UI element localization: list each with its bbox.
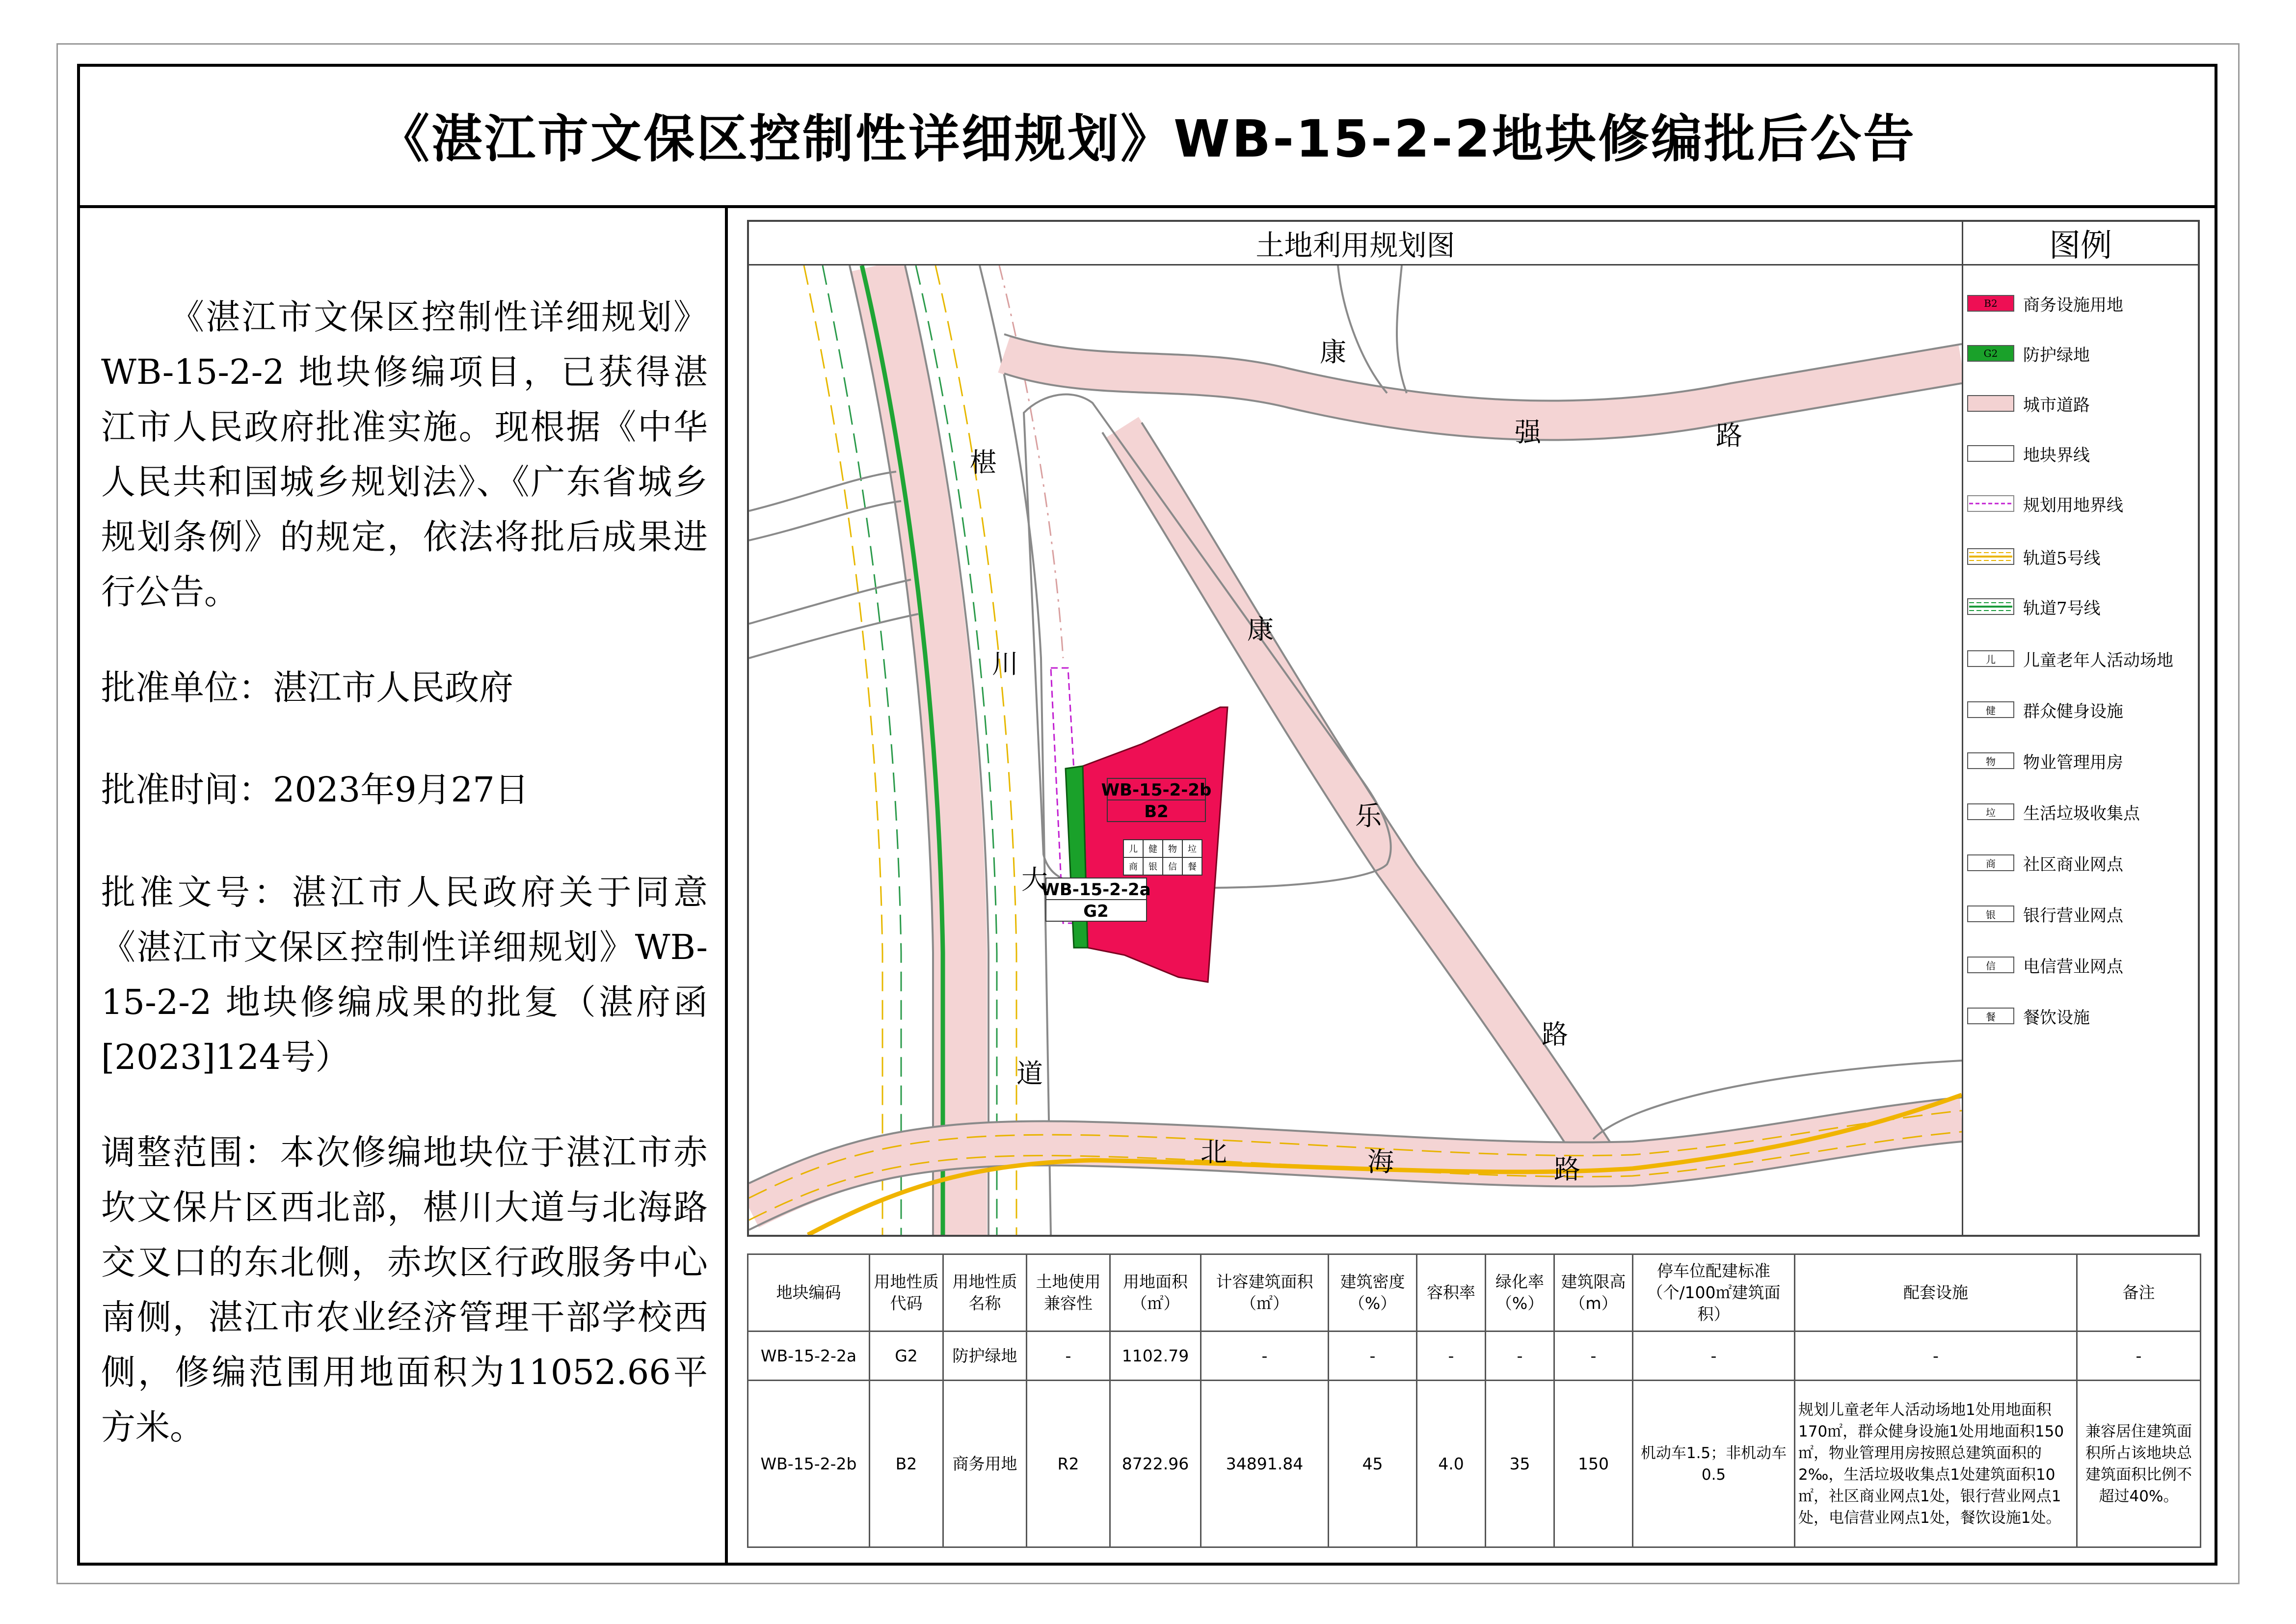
- road-label-zhanchuan-3: 大: [1021, 864, 1048, 895]
- header-use-code: 用地性质代码: [870, 1254, 943, 1331]
- cell: -: [1201, 1331, 1329, 1381]
- boundary-swatch: [1967, 445, 2014, 462]
- road-label-zhanchuan-1: 椹: [970, 447, 996, 478]
- land-use-map[interactable]: [749, 266, 1962, 1235]
- notice-intro: 《湛江市文保区控制性详细规划》WB-15-2-2 地块修编项目，已获得湛江市人民政府批准实施。现根据《中华人民共和国城乡规划法》、《广东省城乡规划条例》的规定，依法将批后成果进行公告。: [101, 297, 708, 612]
- legend-label: 群众健身设施: [2023, 701, 2123, 721]
- header-floor-area: 计容建筑面积（㎡）: [1201, 1254, 1329, 1331]
- legend-item-commerce: [1967, 848, 2123, 878]
- legend-label: 物业管理用房: [2023, 752, 2123, 772]
- legend-item-road: [1967, 389, 2090, 418]
- road-label-beihai-3: 路: [1554, 1154, 1580, 1185]
- legend-item-g2: [1967, 339, 2090, 368]
- plot-b-type: B2: [1144, 802, 1169, 822]
- cell: -: [1417, 1331, 1486, 1381]
- cell: 兼容居住建筑面积所占该地块总建筑面积比例不超过40%。: [2077, 1381, 2201, 1547]
- approval-document: 批准文号：湛江市人民政府关于同意《湛江市文保区控制性详细规划》WB-15-2-2 地块修编成果的批复（湛府函[2023]124号）: [101, 872, 708, 1077]
- header-compatibility: 土地使用兼容性: [1027, 1254, 1110, 1331]
- legend-label: 生活垃圾收集点: [2023, 803, 2140, 824]
- legend-title: 图例: [1963, 222, 2198, 266]
- header-facilities: 配套设施: [1795, 1254, 2077, 1331]
- approval-unit: 批准单位：湛江市人民政府: [101, 667, 513, 708]
- legend-label: 银行营业网点: [2023, 905, 2123, 926]
- road-label-kangle-2: 乐: [1355, 800, 1382, 831]
- b2-swatch: B2: [1967, 295, 2014, 312]
- cell: B2: [870, 1381, 943, 1547]
- plot-a-code: WB-15-2-2a: [1041, 880, 1151, 900]
- header-density: 建筑密度（%）: [1329, 1254, 1417, 1331]
- header-plot-code: 地块编码: [748, 1254, 870, 1331]
- garbage-icon: 垃: [1967, 803, 2014, 820]
- legend-item-rail5: [1967, 542, 2101, 571]
- dining-mark: 餐: [1188, 862, 1197, 872]
- road-label-kangqiang-3: 路: [1716, 420, 1742, 451]
- property-mark: 物: [1168, 844, 1177, 854]
- cell: 1102.79: [1110, 1331, 1201, 1381]
- facility-marks: [1123, 840, 1202, 875]
- header-green-ratio: 绿化率（%）: [1486, 1254, 1554, 1331]
- legend-label: 社区商业网点: [2023, 854, 2123, 875]
- legend-divider: [1962, 222, 1963, 1235]
- approval-date: 批准时间：2023年9月27日: [101, 770, 529, 810]
- children-elderly-icon: 儿: [1967, 650, 2014, 667]
- bank-mark: 银: [1148, 862, 1157, 872]
- header-remarks: 备注: [2077, 1254, 2201, 1331]
- legend-item-boundary: [1967, 439, 2090, 468]
- table-header-row: [748, 1254, 2201, 1331]
- plot-a-type: G2: [1083, 902, 1109, 921]
- legend-label: 轨道7号线: [2023, 598, 2101, 618]
- legend-label: 商务设施用地: [2023, 295, 2123, 315]
- fitness-icon: 健: [1967, 701, 2014, 718]
- cell: 45: [1329, 1381, 1417, 1547]
- cell: G2: [870, 1331, 943, 1381]
- cell: -: [1795, 1331, 2077, 1381]
- legend-label: 轨道5号线: [2023, 548, 2101, 568]
- road-label-beihai-2: 海: [1367, 1146, 1394, 1177]
- property-icon: 物: [1967, 752, 2014, 769]
- road-label-kangqiang-1: 康: [1320, 337, 1346, 368]
- column-divider: [725, 205, 728, 1566]
- garbage-mark: 垃: [1188, 844, 1197, 854]
- page-title: 《湛江市文保区控制性详细规划》WB-15-2-2地块修编批后公告: [378, 109, 1916, 169]
- legend-item-fitness: [1967, 695, 2123, 724]
- legend-label: 城市道路: [2023, 395, 2090, 415]
- legend-label: 防护绿地: [2023, 345, 2090, 365]
- g2-swatch: G2: [1967, 345, 2014, 362]
- legend-label: 地块界线: [2023, 445, 2090, 465]
- cell: 4.0: [1417, 1381, 1486, 1547]
- title-divider: [77, 205, 2217, 208]
- table-row: [748, 1381, 2201, 1547]
- table-row: [748, 1331, 2201, 1381]
- legend-item-b2: [1967, 289, 2123, 318]
- rail5-swatch: [1967, 548, 2014, 565]
- land-use-table: [747, 1253, 2200, 1548]
- cell: -: [1329, 1331, 1417, 1381]
- legend-item-property: [1967, 746, 2123, 775]
- legend-label: 电信营业网点: [2023, 957, 2123, 977]
- legend-label: 规划用地界线: [2023, 495, 2123, 515]
- plot-b-code: WB-15-2-2b: [1101, 780, 1212, 800]
- legend-label: 儿童老年人活动场地: [2023, 650, 2173, 670]
- legend-label: 餐饮设施: [2023, 1008, 2090, 1028]
- cell: -: [1554, 1331, 1633, 1381]
- fitness-mark: 健: [1148, 844, 1157, 854]
- adjustment-scope: 调整范围：本次修编地块位于湛江市赤坎文保片区西北部，椹川大道与北海路交叉口的东北侧，赤坎区行政服务中心南侧，湛江市农业经济管理干部学校西侧，修编范围用地面积为11052.66平方米。: [101, 1132, 708, 1447]
- planning-line-swatch: [1967, 495, 2014, 512]
- header-use-name: 用地性质名称: [943, 1254, 1027, 1331]
- legend-item-bank: [1967, 899, 2123, 929]
- cell: 机动车1.5；非机动车0.5: [1633, 1381, 1795, 1547]
- road-label-kangle-3: 路: [1542, 1019, 1568, 1050]
- road-swatch: [1967, 395, 2014, 412]
- legend-item-children-elderly: [1967, 644, 2173, 673]
- telecom-mark: 信: [1168, 862, 1177, 872]
- cell: -: [1633, 1331, 1795, 1381]
- road-label-kangqiang-2: 强: [1515, 417, 1541, 448]
- cell: -: [1027, 1331, 1110, 1381]
- cell: 34891.84: [1201, 1381, 1329, 1547]
- cell: 商务用地: [943, 1381, 1027, 1547]
- cell: -: [2077, 1331, 2201, 1381]
- legend-item-telecom: [1967, 950, 2123, 980]
- commerce-icon: 商: [1967, 854, 2014, 871]
- rail7-swatch: [1967, 598, 2014, 615]
- legend-item-planning-line: [1967, 489, 2123, 518]
- cell: 规划儿童老年人活动场地1处用地面积170㎡，群众健身设施1处用地面积150㎡，物业管理用房按照总建筑面积的2‰，生活垃圾收集点1处建筑面积10㎡，社区商业网点1处，银行营业网点1处，电信营业网点1处，餐饮设施1处。: [1795, 1381, 2077, 1547]
- dining-icon: 餐: [1967, 1008, 2014, 1024]
- cell: -: [1486, 1331, 1554, 1381]
- cell: WB-15-2-2b: [748, 1381, 870, 1547]
- children-elderly-mark: 儿: [1129, 844, 1138, 854]
- cell: 150: [1554, 1381, 1633, 1547]
- commerce-mark: 商: [1129, 862, 1138, 872]
- map-title: 土地利用规划图: [749, 222, 1962, 266]
- legend-item-rail7: [1967, 592, 2101, 621]
- cell: WB-15-2-2a: [748, 1331, 870, 1381]
- legend-item-dining: [1967, 1001, 2090, 1031]
- cell: 35: [1486, 1381, 1554, 1547]
- legend-item-garbage: [1967, 797, 2140, 826]
- cell: R2: [1027, 1381, 1110, 1547]
- header-site-area: 用地面积（㎡）: [1110, 1254, 1201, 1331]
- header-height-limit: 建筑限高（m）: [1554, 1254, 1633, 1331]
- road-label-beihai-1: 北: [1201, 1137, 1227, 1168]
- road-label-zhanchuan-4: 道: [1016, 1058, 1043, 1089]
- cell: 防护绿地: [943, 1331, 1027, 1381]
- road-label-kangle-1: 康: [1247, 614, 1274, 645]
- road-label-zhanchuan-2: 川: [992, 648, 1018, 679]
- bank-icon: 银: [1967, 905, 2014, 922]
- cell: 8722.96: [1110, 1381, 1201, 1547]
- header-parking: 停车位配建标准（个/100㎡建筑面积）: [1633, 1254, 1795, 1331]
- telecom-icon: 信: [1967, 957, 2014, 973]
- header-far: 容积率: [1417, 1254, 1486, 1331]
